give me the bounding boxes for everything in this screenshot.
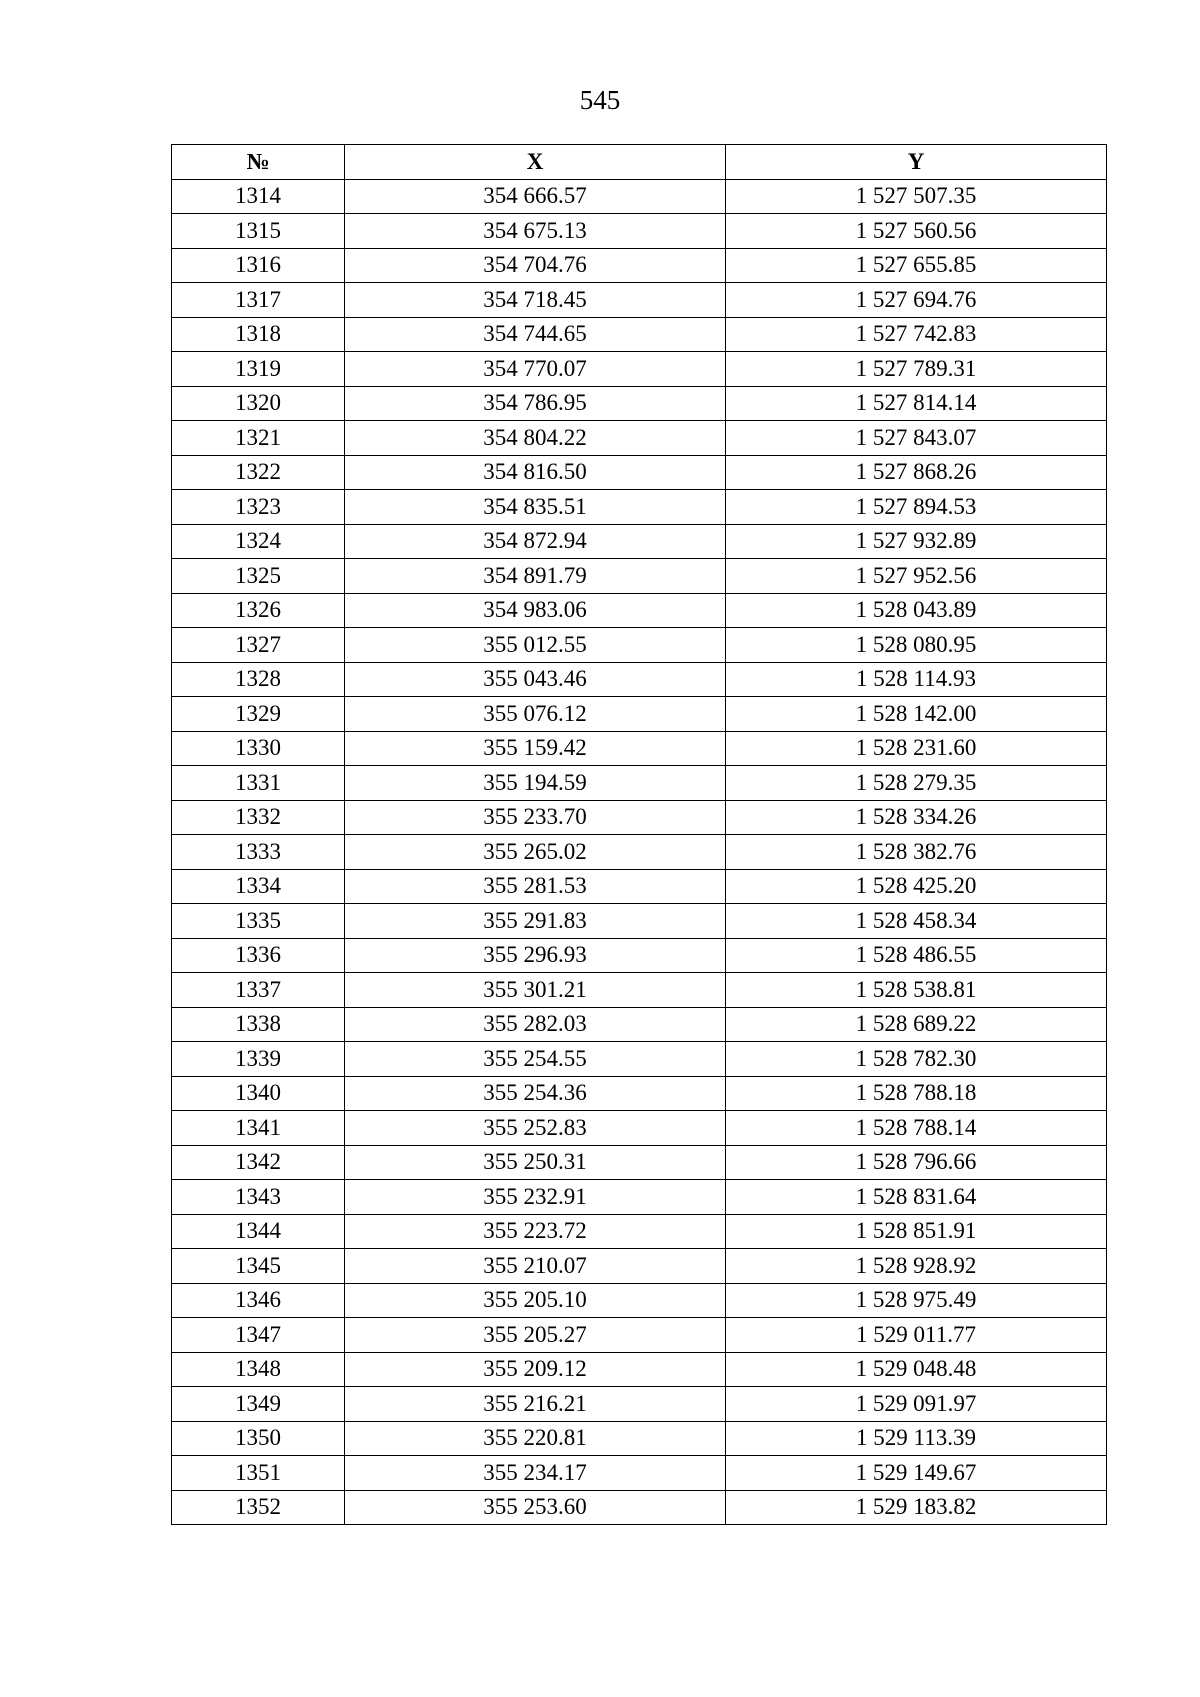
cell-y: 1 527 560.56 (726, 214, 1107, 249)
cell-x: 355 252.83 (345, 1111, 726, 1146)
cell-y: 1 529 011.77 (726, 1318, 1107, 1353)
cell-y: 1 528 796.66 (726, 1145, 1107, 1180)
cell-x: 355 265.02 (345, 835, 726, 870)
cell-x: 355 254.55 (345, 1042, 726, 1077)
cell-number: 1323 (172, 490, 345, 525)
cell-x: 355 223.72 (345, 1214, 726, 1249)
cell-x: 354 804.22 (345, 421, 726, 456)
cell-y: 1 527 932.89 (726, 524, 1107, 559)
cell-x: 354 704.76 (345, 248, 726, 283)
header-number: № (172, 145, 345, 180)
cell-y: 1 529 183.82 (726, 1490, 1107, 1525)
cell-y: 1 528 425.20 (726, 869, 1107, 904)
cell-y: 1 528 486.55 (726, 938, 1107, 973)
cell-number: 1327 (172, 628, 345, 663)
cell-number: 1325 (172, 559, 345, 594)
cell-number: 1321 (172, 421, 345, 456)
cell-x: 354 770.07 (345, 352, 726, 387)
header-x: X (345, 145, 726, 180)
cell-x: 355 205.10 (345, 1283, 726, 1318)
cell-x: 354 675.13 (345, 214, 726, 249)
table-row (172, 1318, 1107, 1353)
cell-y: 1 528 279.35 (726, 766, 1107, 801)
cell-number: 1351 (172, 1456, 345, 1491)
table-row (172, 1145, 1107, 1180)
cell-number: 1334 (172, 869, 345, 904)
cell-x: 355 254.36 (345, 1076, 726, 1111)
cell-number: 1332 (172, 800, 345, 835)
cell-x: 355 043.46 (345, 662, 726, 697)
cell-x: 355 194.59 (345, 766, 726, 801)
cell-y: 1 527 894.53 (726, 490, 1107, 525)
cell-number: 1336 (172, 938, 345, 973)
table-row (172, 214, 1107, 249)
table-row (172, 1180, 1107, 1215)
cell-x: 355 301.21 (345, 973, 726, 1008)
cell-y: 1 528 382.76 (726, 835, 1107, 870)
cell-number: 1335 (172, 904, 345, 939)
table-row (172, 800, 1107, 835)
cell-number: 1348 (172, 1352, 345, 1387)
cell-x: 355 291.83 (345, 904, 726, 939)
cell-x: 354 872.94 (345, 524, 726, 559)
cell-x: 354 718.45 (345, 283, 726, 318)
cell-x: 355 220.81 (345, 1421, 726, 1456)
cell-y: 1 528 043.89 (726, 593, 1107, 628)
table-row (172, 248, 1107, 283)
cell-y: 1 529 091.97 (726, 1387, 1107, 1422)
cell-x: 355 281.53 (345, 869, 726, 904)
cell-x: 355 216.21 (345, 1387, 726, 1422)
cell-number: 1326 (172, 593, 345, 628)
cell-number: 1350 (172, 1421, 345, 1456)
cell-y: 1 528 975.49 (726, 1283, 1107, 1318)
table-row (172, 1352, 1107, 1387)
cell-y: 1 528 689.22 (726, 1007, 1107, 1042)
cell-x: 355 250.31 (345, 1145, 726, 1180)
cell-number: 1352 (172, 1490, 345, 1525)
cell-y: 1 528 851.91 (726, 1214, 1107, 1249)
cell-number: 1338 (172, 1007, 345, 1042)
table-row (172, 973, 1107, 1008)
cell-number: 1318 (172, 317, 345, 352)
table-row (172, 1387, 1107, 1422)
cell-y: 1 527 843.07 (726, 421, 1107, 456)
cell-y: 1 528 231.60 (726, 731, 1107, 766)
cell-number: 1343 (172, 1180, 345, 1215)
table-row (172, 869, 1107, 904)
cell-number: 1328 (172, 662, 345, 697)
table-row (172, 524, 1107, 559)
cell-y: 1 528 788.18 (726, 1076, 1107, 1111)
cell-number: 1331 (172, 766, 345, 801)
table-row (172, 1214, 1107, 1249)
table-header-row (172, 145, 1107, 180)
cell-y: 1 528 928.92 (726, 1249, 1107, 1284)
cell-x: 354 983.06 (345, 593, 726, 628)
cell-x: 354 666.57 (345, 179, 726, 214)
cell-number: 1314 (172, 179, 345, 214)
cell-y: 1 528 458.34 (726, 904, 1107, 939)
cell-number: 1317 (172, 283, 345, 318)
table-row (172, 1249, 1107, 1284)
cell-y: 1 528 114.93 (726, 662, 1107, 697)
cell-number: 1345 (172, 1249, 345, 1284)
table-row (172, 1042, 1107, 1077)
cell-number: 1316 (172, 248, 345, 283)
cell-x: 355 012.55 (345, 628, 726, 663)
cell-x: 354 835.51 (345, 490, 726, 525)
cell-number: 1342 (172, 1145, 345, 1180)
cell-y: 1 528 538.81 (726, 973, 1107, 1008)
cell-x: 355 296.93 (345, 938, 726, 973)
cell-y: 1 527 952.56 (726, 559, 1107, 594)
cell-y: 1 527 814.14 (726, 386, 1107, 421)
table-row (172, 352, 1107, 387)
coordinates-table (171, 144, 1107, 1525)
table-row (172, 1283, 1107, 1318)
cell-number: 1347 (172, 1318, 345, 1353)
cell-number: 1340 (172, 1076, 345, 1111)
cell-x: 355 210.07 (345, 1249, 726, 1284)
table-row (172, 559, 1107, 594)
table-row (172, 1076, 1107, 1111)
cell-number: 1341 (172, 1111, 345, 1146)
cell-x: 355 233.70 (345, 800, 726, 835)
cell-number: 1329 (172, 697, 345, 732)
page-number: 545 (579, 85, 621, 115)
table-row (172, 179, 1107, 214)
cell-number: 1320 (172, 386, 345, 421)
cell-y: 1 528 080.95 (726, 628, 1107, 663)
table-row (172, 1007, 1107, 1042)
table-row (172, 731, 1107, 766)
table-row (172, 490, 1107, 525)
cell-x: 354 891.79 (345, 559, 726, 594)
cell-number: 1333 (172, 835, 345, 870)
cell-y: 1 528 142.00 (726, 697, 1107, 732)
cell-number: 1339 (172, 1042, 345, 1077)
cell-number: 1344 (172, 1214, 345, 1249)
table-body (172, 179, 1107, 1525)
cell-y: 1 528 334.26 (726, 800, 1107, 835)
table-row (172, 593, 1107, 628)
table-row (172, 697, 1107, 732)
table-row (172, 421, 1107, 456)
cell-x: 354 744.65 (345, 317, 726, 352)
header-y: Y (726, 145, 1107, 180)
cell-y: 1 528 782.30 (726, 1042, 1107, 1077)
cell-x: 355 232.91 (345, 1180, 726, 1215)
cell-number: 1315 (172, 214, 345, 249)
cell-x: 355 076.12 (345, 697, 726, 732)
cell-number: 1337 (172, 973, 345, 1008)
cell-y: 1 528 788.14 (726, 1111, 1107, 1146)
cell-number: 1322 (172, 455, 345, 490)
table-row (172, 1456, 1107, 1491)
cell-y: 1 528 831.64 (726, 1180, 1107, 1215)
cell-x: 354 816.50 (345, 455, 726, 490)
cell-y: 1 527 742.83 (726, 317, 1107, 352)
cell-y: 1 527 655.85 (726, 248, 1107, 283)
cell-y: 1 527 868.26 (726, 455, 1107, 490)
table-row (172, 1111, 1107, 1146)
cell-number: 1349 (172, 1387, 345, 1422)
cell-y: 1 527 789.31 (726, 352, 1107, 387)
cell-x: 354 786.95 (345, 386, 726, 421)
table-row (172, 317, 1107, 352)
cell-y: 1 527 507.35 (726, 179, 1107, 214)
table-row (172, 835, 1107, 870)
cell-x: 355 282.03 (345, 1007, 726, 1042)
table-row (172, 628, 1107, 663)
table-row (172, 1490, 1107, 1525)
cell-number: 1346 (172, 1283, 345, 1318)
cell-y: 1 529 149.67 (726, 1456, 1107, 1491)
table-row (172, 938, 1107, 973)
cell-y: 1 529 048.48 (726, 1352, 1107, 1387)
cell-x: 355 159.42 (345, 731, 726, 766)
cell-number: 1324 (172, 524, 345, 559)
cell-y: 1 527 694.76 (726, 283, 1107, 318)
cell-number: 1319 (172, 352, 345, 387)
table-row (172, 1421, 1107, 1456)
cell-y: 1 529 113.39 (726, 1421, 1107, 1456)
cell-x: 355 205.27 (345, 1318, 726, 1353)
table-row (172, 455, 1107, 490)
cell-x: 355 234.17 (345, 1456, 726, 1491)
cell-x: 355 209.12 (345, 1352, 726, 1387)
cell-number: 1330 (172, 731, 345, 766)
table-row (172, 904, 1107, 939)
table-row (172, 766, 1107, 801)
cell-x: 355 253.60 (345, 1490, 726, 1525)
table-row (172, 662, 1107, 697)
table-row (172, 386, 1107, 421)
table-row (172, 283, 1107, 318)
